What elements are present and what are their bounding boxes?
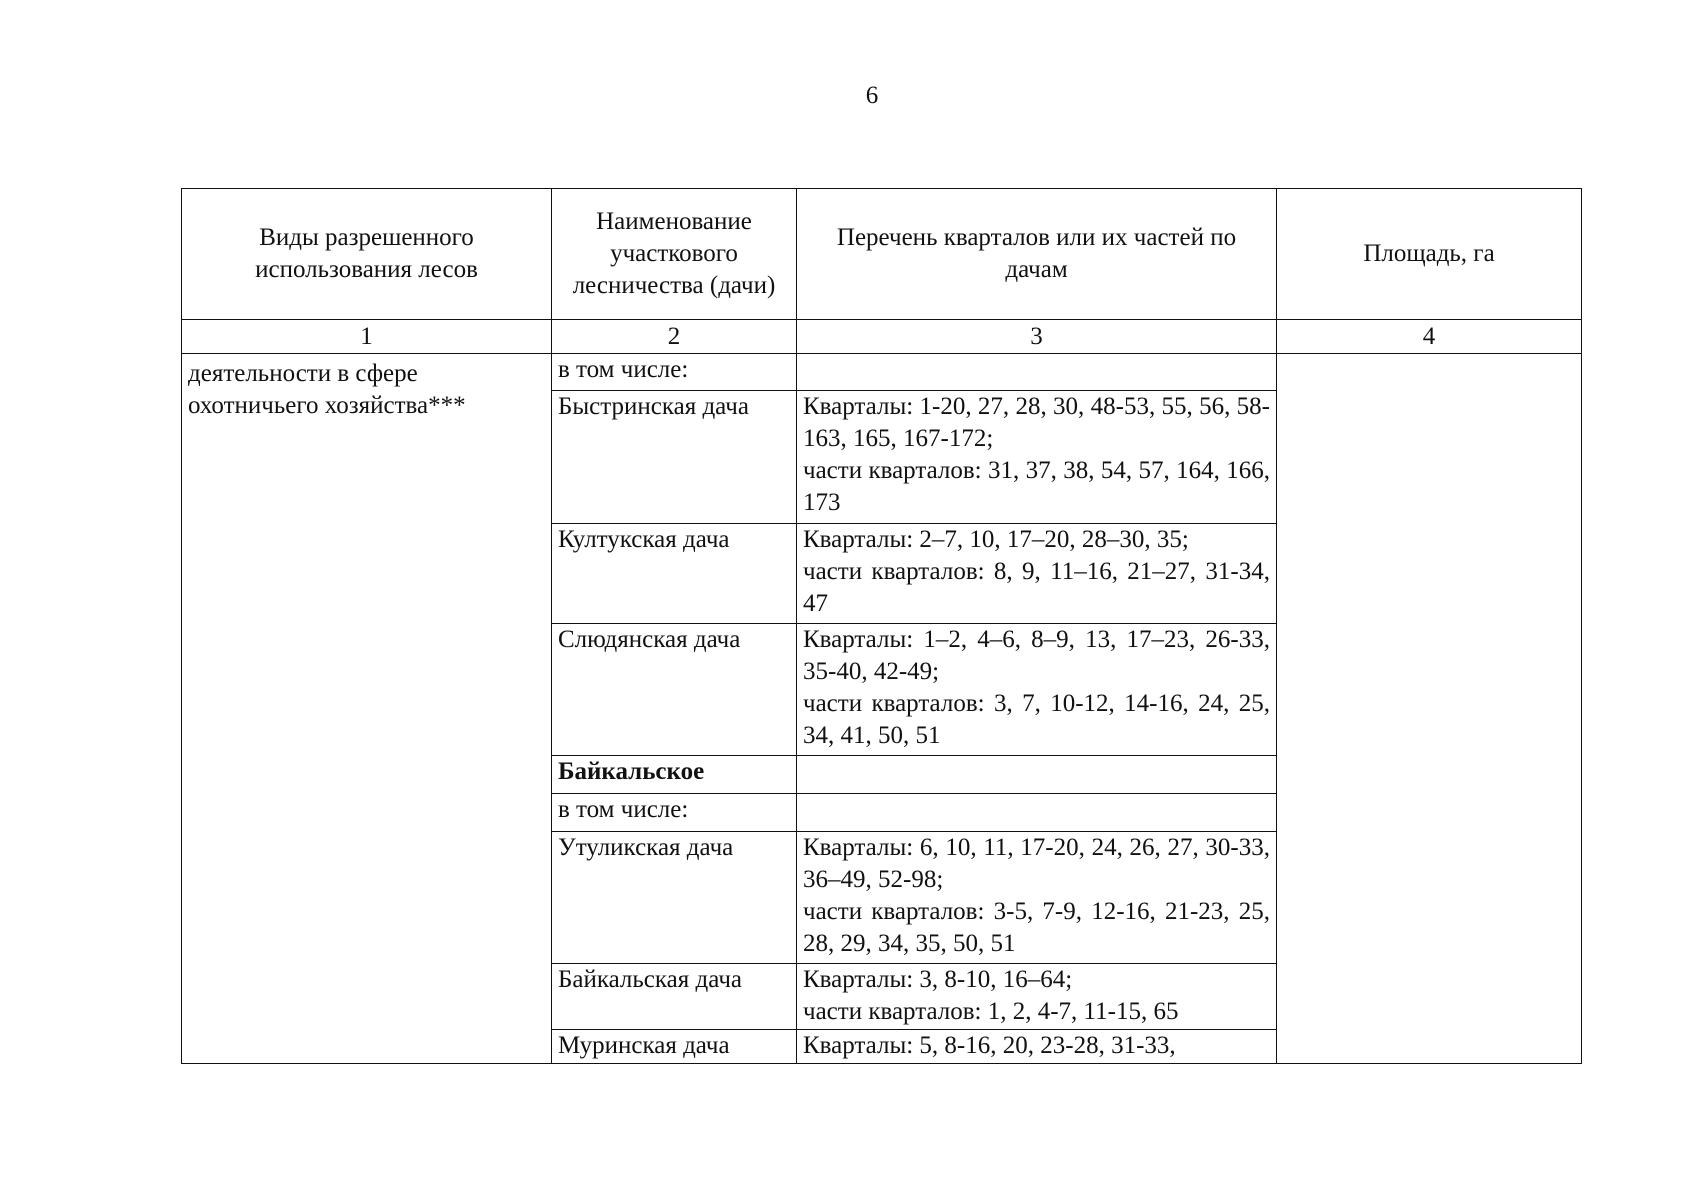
forestry-name-cell: Быстринская дача — [552, 391, 797, 524]
column-number-2: 2 — [552, 320, 797, 354]
page-number: 6 — [865, 82, 879, 109]
quarters-text: Кварталы: 2–7, 10, 17–20, 28–30, 35; части кварталов: 8, 9, 11–16, 21–27, 31-34, 47 — [803, 526, 1270, 617]
header-area-label: Площадь, га — [1363, 240, 1495, 267]
area-cell — [1277, 354, 1582, 1064]
quarters-text: Кварталы: 1-20, 27, 28, 30, 48-53, 55, 56, 58-163, 165, 167-172; части кварталов: 31, 37, 38, 54, 57, 164, 166, 173 — [803, 393, 1270, 516]
quarters-cell — [797, 354, 1277, 391]
quarters-cell — [797, 832, 1277, 964]
quarters-cell — [797, 624, 1277, 756]
forestry-name-cell: Байкальская дача — [552, 964, 797, 1030]
quarters-text: Кварталы: 3, 8-10, 16–64; части кварталов: 1, 2, 4-7, 11-15, 65 — [803, 966, 1179, 1025]
header-area — [1277, 189, 1582, 320]
forestry-name-cell: в том числе: — [552, 794, 797, 832]
header-quarters-list: Перечень кварталов или их частей по дачам — [797, 189, 1277, 320]
column-number-1: 1 — [182, 320, 552, 354]
forestry-name-cell: Байкальское — [552, 756, 797, 794]
header-forestry-name: Наименование участкового лесничества (дачи) — [552, 189, 797, 320]
forestry-name-cell: в том числе: — [552, 354, 797, 391]
table-row — [182, 354, 1582, 391]
forestry-name-cell: Утуликская дача — [552, 832, 797, 964]
forestry-name-cell: Муринская дача — [552, 1030, 797, 1064]
table-header-row — [182, 189, 1582, 320]
column-number-row — [182, 320, 1582, 354]
forest-usage-table — [181, 188, 1582, 1064]
quarters-cell — [797, 964, 1277, 1030]
forestry-name-cell: Култукская дача — [552, 524, 797, 624]
quarters-cell — [797, 524, 1277, 624]
quarters-cell — [797, 794, 1277, 832]
header-usage-types: Виды разрешенного использования лесов — [182, 189, 552, 320]
quarters-text: Кварталы: 1–2, 4–6, 8–9, 13, 17–23, 26-33, 35-40, 42-49; части кварталов: 3, 7, 10-12, 14-16, 24, 25, 34, 41, 50, 51 — [803, 626, 1270, 749]
forestry-name-cell: Слюдянская дача — [552, 624, 797, 756]
quarters-text: Кварталы: 5, 8-16, 20, 23-28, 31-33, — [803, 1032, 1176, 1059]
quarters-cell — [797, 391, 1277, 524]
usage-type-cell: деятельности в сфере охотничьего хозяйства*** — [182, 354, 552, 1064]
column-number-3: 3 — [797, 320, 1277, 354]
quarters-cell — [797, 1030, 1277, 1064]
quarters-cell — [797, 756, 1277, 794]
quarters-text: Кварталы: 6, 10, 11, 17-20, 24, 26, 27, 30-33, 36–49, 52-98; части кварталов: 3-5, 7-9, 12-16, 21-23, 25, 28, 29, 34, 35, 50, 51 — [803, 834, 1270, 957]
column-number-4: 4 — [1277, 320, 1582, 354]
